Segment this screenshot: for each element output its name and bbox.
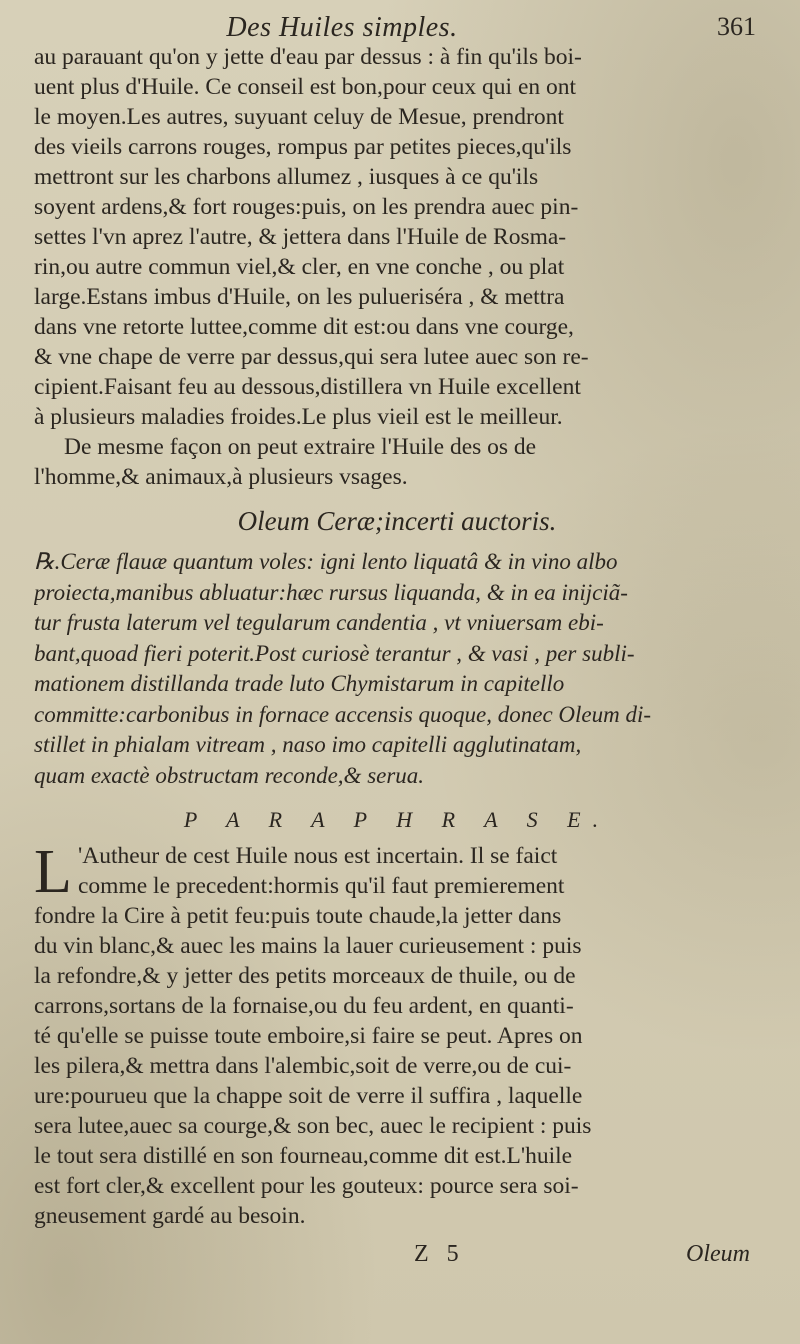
text-line: mationem distillanda trade luto Chymistarum in capitello [34, 671, 565, 696]
text-line: mettront sur les charbons allumez , iusques à ce qu'ils [34, 164, 539, 190]
text-line: té qu'elle se puisse toute emboire,si faire se peut. Apres on [34, 1023, 583, 1049]
text-line: rin,ou autre commun viel,& cler, en vne conche , ou plat [34, 254, 565, 280]
text-line: committe:carbonibus in fornace accensis quoque, donec Oleum di- [34, 701, 652, 727]
text-line: à plusieurs maladies froides.Le plus vieil est le meilleur. [34, 404, 563, 430]
paraphrase-heading: P A R A P H R A S E. [183, 807, 611, 832]
text-line: carrons,sortans de la fornaise,ou du feu ardent, en quanti- [34, 993, 574, 1019]
paraphrase-section [34, 838, 760, 1231]
signature-mark: Z 5 [414, 1241, 465, 1267]
text-line: des vieils carrons rouges, rompus par petites pieces,qu'ils [34, 134, 572, 160]
text-line: l'homme,& animaux,à plusieurs vsages. [34, 464, 408, 490]
text-line: ure:pourueu que la chappe soit de verre il suffira , laquelle [34, 1083, 583, 1109]
latin-recipe [34, 547, 760, 791]
text-line: cipient.Faisant feu au dessous,distillera vn Huile excellent [34, 374, 581, 400]
paraphrase-paragraph [34, 838, 760, 1231]
text-line: 'Autheur de cest Huile nous est incertain. Il se faict [78, 843, 558, 869]
text-line: soyent ardens,& fort rouges:puis, on les prendra auec pin- [34, 194, 579, 220]
text-line: large.Estans imbus d'Huile, on les pulueriséra , & mettra [34, 284, 565, 310]
section-title: Oleum Ceræ;incerti auctoris. [237, 506, 557, 536]
text-line: uent plus d'Huile. Ce conseil est bon,pour ceux qui en ont [34, 74, 577, 100]
page-header [34, 8, 760, 42]
text-line: du vin blanc,& auec les mains la lauer curieusement : puis [34, 933, 582, 959]
text-line: la refondre,& y jetter des petits morceaux de thuile, ou de [34, 963, 576, 989]
text-line: fondre la Cire à petit feu:puis toute chaude,la jetter dans [34, 903, 562, 929]
text-line: ℞.Ceræ flauæ quantum voles: igni lento liquatâ & in vino albo [34, 549, 618, 574]
french-paragraph [34, 42, 760, 492]
text-line: le moyen.Les autres, suyuant celuy de Mesue, prendront [34, 104, 564, 130]
text-line: le tout sera distillé en son fourneau,comme dit est.L'huile [34, 1143, 573, 1169]
text-line: & vne chape de verre par dessus,qui sera lutee auec son re- [34, 344, 589, 370]
text-line: De mesme façon on peut extraire l'Huile des os de [64, 434, 537, 460]
text-line: gneusement gardé au besoin. [34, 1203, 306, 1229]
text-line: au parauant qu'on y jette d'eau par dessus : à fin qu'ils boi- [34, 44, 582, 70]
text-line: comme le precedent:hormis qu'il faut premierement [78, 873, 565, 899]
catchword: Oleum [686, 1241, 750, 1267]
text-line: les pilera,& mettra dans l'alembic,soit de verre,ou de cui- [34, 1053, 572, 1079]
text-line: sera lutee,auec sa courge,& son bec, auec le recipient : puis [34, 1113, 592, 1139]
text-line: settes l'vn aprez l'autre, & jettera dans l'Huile de Rosma- [34, 224, 567, 250]
text-line: quam exactè obstructam reconde,& serua. [34, 762, 425, 788]
text-line: tur frusta laterum vel tegularum candentia , vt vniuersam ebi- [34, 610, 604, 635]
text-line: stillet in phialam vitream , naso imo capitelli agglutinatam, [34, 732, 582, 757]
text-line: dans vne retorte luttee,comme dit est:ou dans vne courge, [34, 314, 574, 340]
text-line: proiecta,manibus abluatur:hæc rursus liquanda, & in ea inijciã- [34, 579, 628, 605]
page-number: 361 [717, 12, 756, 41]
text-line: bant,quoad fieri poterit.Post curiosè terantur , & vasi , per subli- [34, 640, 635, 666]
text-line: est fort cler,& excellent pour les gouteux: pource sera soi- [34, 1173, 579, 1199]
running-head: Des Huiles simples. [226, 12, 458, 43]
drop-cap: L [34, 838, 72, 906]
page-footer [34, 1237, 760, 1277]
